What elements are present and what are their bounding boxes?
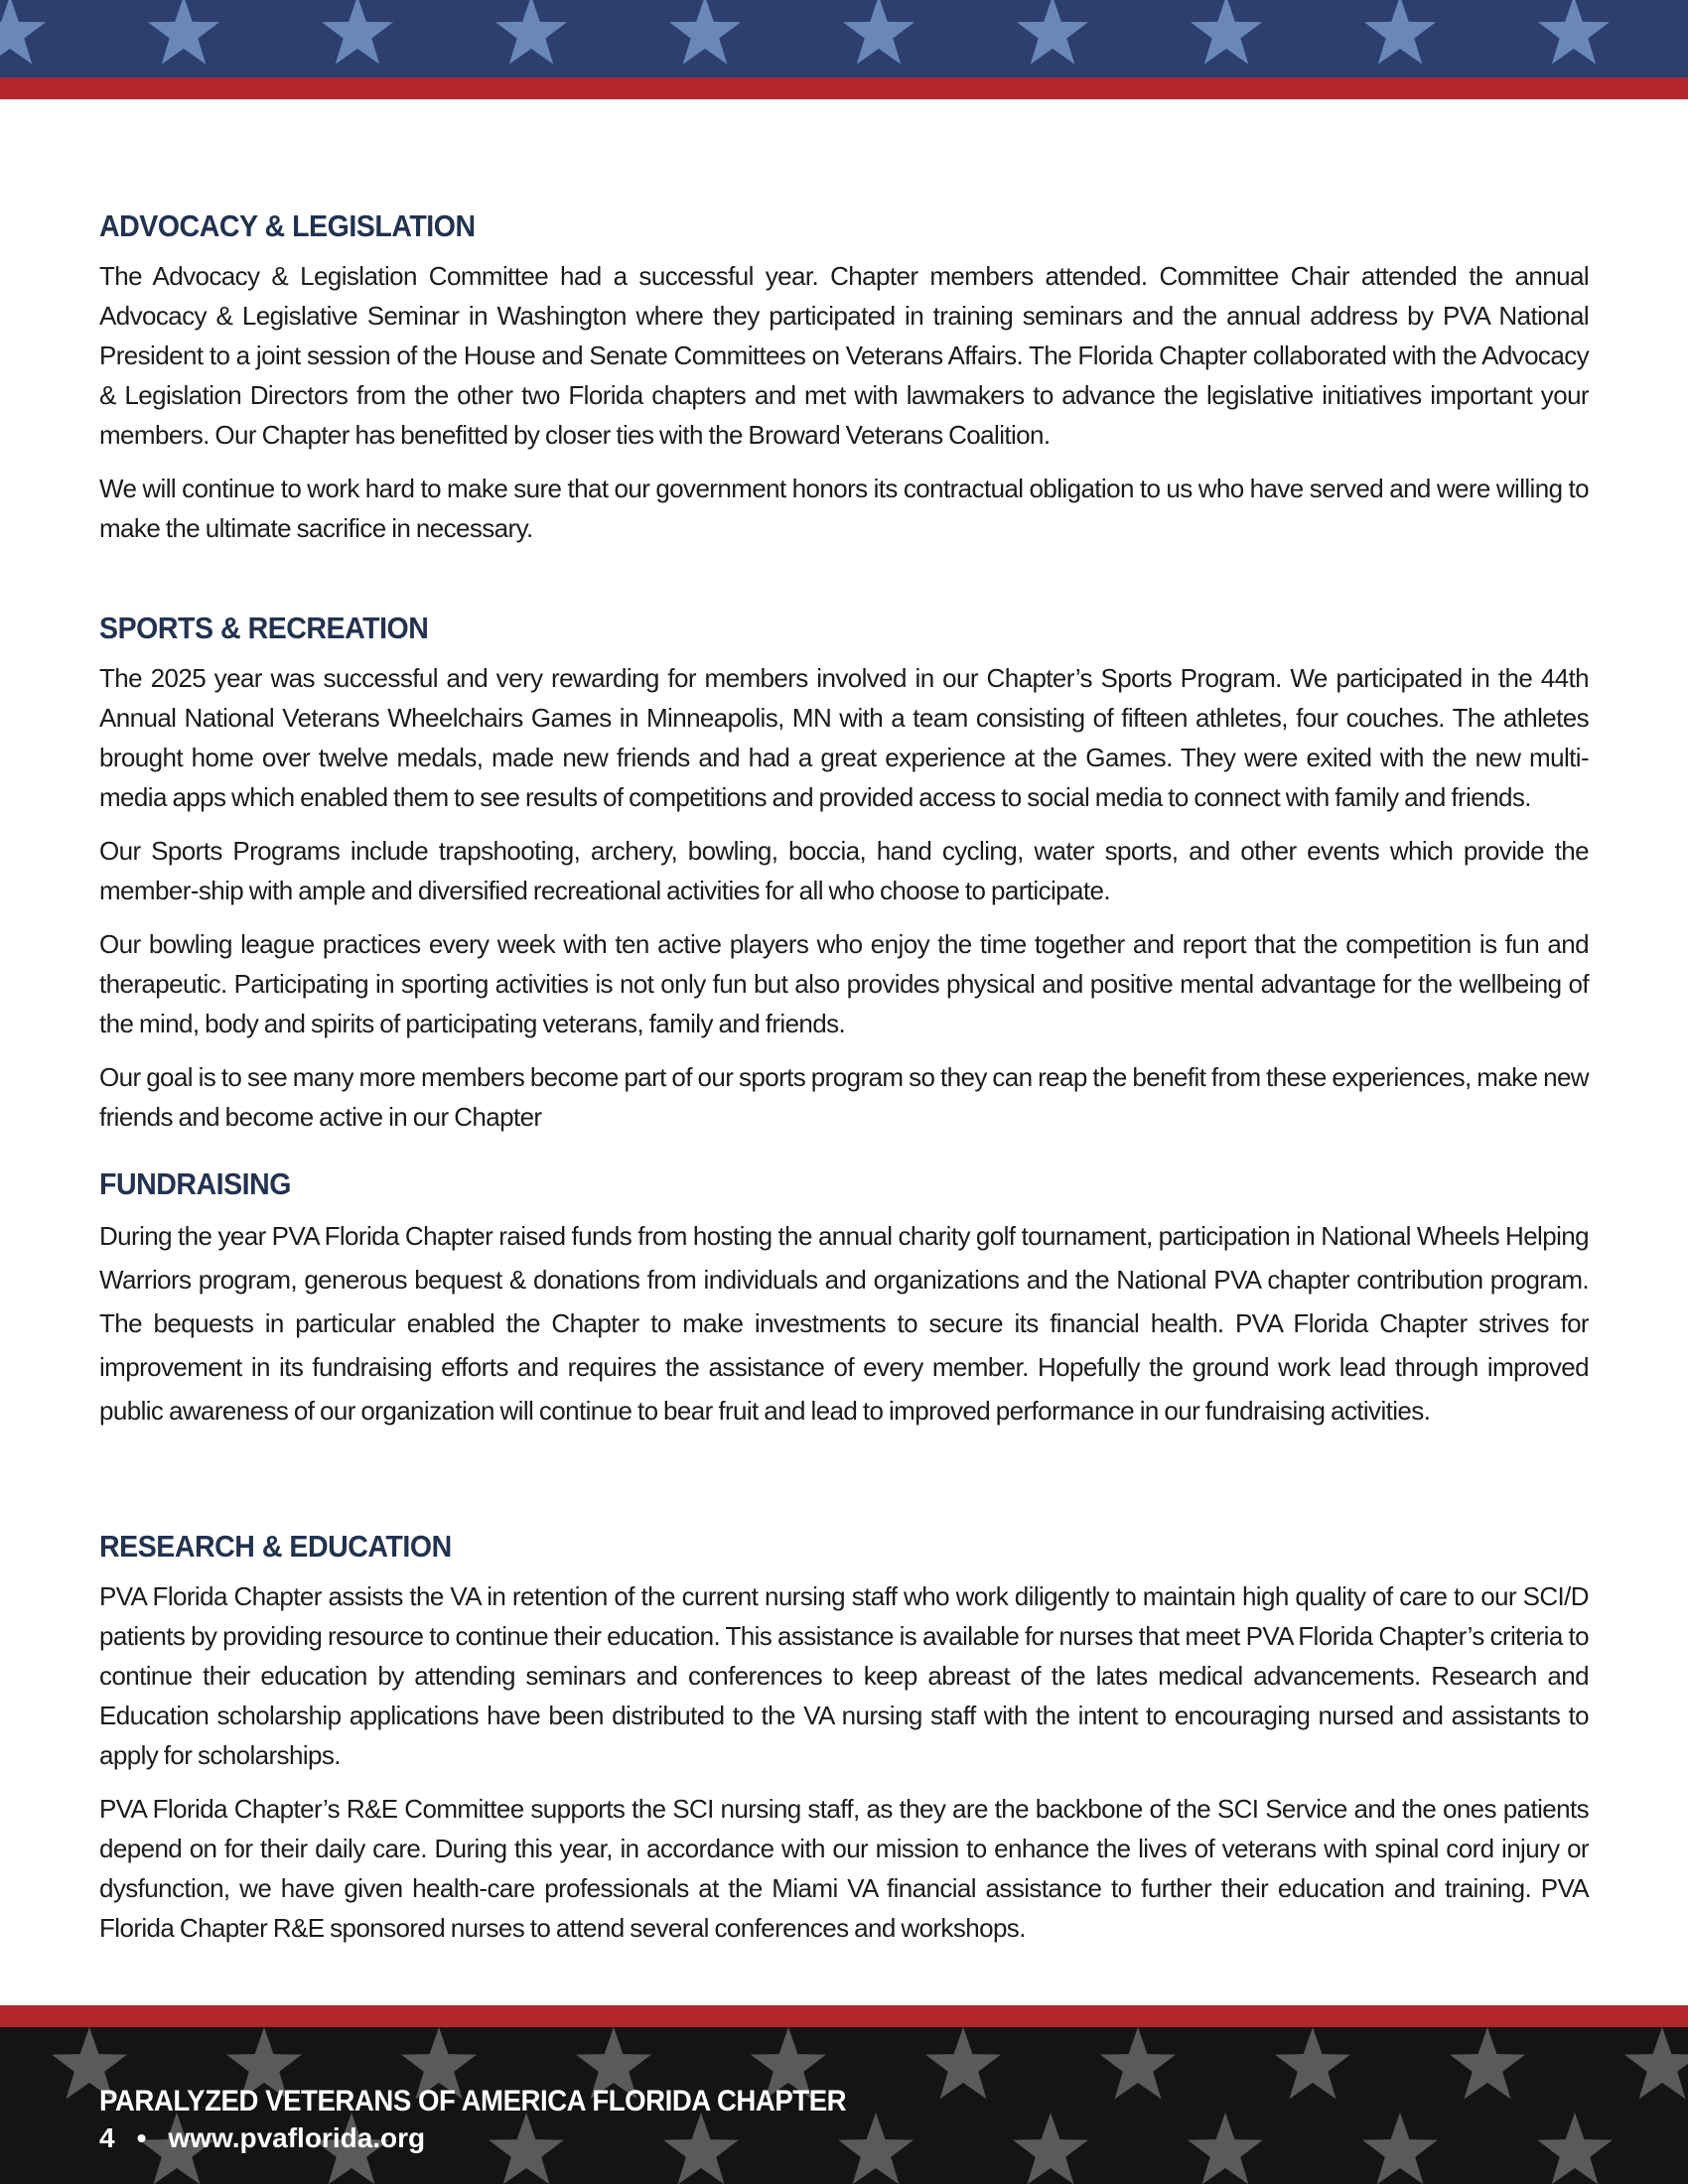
paragraph: During the year PVA Florida Chapter raised funds from hosting the annual charity golf tournament, participation in National Wheels Helping Warriors program, generous bequest & donations from individuals and organizations and the National PVA chapter contribution program. The bequests in particular enabled the Chapter to make investments to secure its financial health. PVA Florida Chapter strives for improvement in its fundraising efforts and requires the assistance of every member. Hopefully the ground work lead through improved public awareness of our organization will continue to bear fruit and lead to improved performance in our fundraising activities.: [99, 1221, 1589, 1426]
paragraph: PVA Florida Chapter assists the VA in retention of the current nursing staff who work diligently to maintain high quality of care to our SCI/D patients by providing resource to continue their education. This assistance is available for nurses that meet PVA Florida Chapter’s criteria to continue their education by attending seminars and conferences to keep abreast of the lates medical advancements. Research and Education scholarship applications have been distributed to the VA nursing staff with the intent to encouraging nursed and assistants to apply for scholarships.: [99, 1581, 1589, 1770]
website-link[interactable]: www.pvaflorida.org: [168, 2122, 426, 2153]
section-sports-recreation: [99, 611, 1589, 1166]
section-heading: ADVOCACY & LEGISLATION: [99, 208, 476, 243]
footer-page-line: [99, 2122, 912, 2154]
footer-organization-name: PARALYZED VETERANS OF AMERICA FLORIDA CHAPTER: [99, 2085, 847, 2117]
paragraph: The 2025 year was successful and very rewarding for members involved in our Chapter’s Sports Program. We participated in the 44th Annual National Veterans Wheelchairs Games in Minneapolis, MN with a team consisting of fifteen athletes, four couches. The athletes brought home over twelve medals, made new friends and had a great experience at the Games. They were exited with the new multi-media apps which enabled them to see results of competitions and provided access to social media to connect with family and friends.: [99, 663, 1589, 812]
paragraph: PVA Florida Chapter’s R&E Committee supports the SCI nursing staff, as they are the backbone of the SCI Service and the ones patients depend on for their daily care. During this year, in accordance with our mission to enhance the lives of veterans with spinal cord injury or dysfunction, we have given health-care professionals at the Miami VA financial assistance to further their education and training. PVA Florida Chapter R&E sponsored nurses to attend several conferences and workshops.: [99, 1794, 1589, 1943]
section-heading: RESEARCH & EDUCATION: [99, 1529, 452, 1564]
document-body: [99, 208, 1589, 1956]
section-fundraising: [99, 1166, 1589, 1529]
section-advocacy-legislation: [99, 208, 1589, 611]
section-research-education: [99, 1529, 1589, 1956]
paragraph: Our goal is to see many more members become part of our sports program so they can reap the benefit from these experiences, make new friends and become active in our Chapter: [99, 1062, 1589, 1132]
footer-text-block: [99, 2085, 912, 2154]
paragraph: We will continue to work hard to make sure that our government honors its contractual obligation to us who have served and were willing to make the ultimate sacrifice in necessary.: [99, 474, 1589, 543]
page-number: 4: [99, 2122, 115, 2153]
bullet-separator: •: [136, 2122, 147, 2153]
top-star-banner: [0, 0, 1688, 99]
section-heading: FUNDRAISING: [99, 1166, 291, 1201]
section-heading: SPORTS & RECREATION: [99, 611, 429, 645]
paragraph: Our bowling league practices every week with ten active players who enjoy the time together and report that the competition is fun and therapeutic. Participating in sporting activities is not only fun but also provides physical and positive mental advantage for the wellbeing of the mind, body and spirits of participating veterans, family and friends.: [99, 929, 1589, 1038]
page-footer: [0, 2005, 1688, 2184]
stars-stripes-header-graphic: [0, 0, 1688, 99]
paragraph: Our Sports Programs include trapshooting, archery, bowling, boccia, hand cycling, water sports, and other events which provide the member-ship with ample and diversified recreational activities for all who choose to participate.: [99, 836, 1589, 905]
paragraph: The Advocacy & Legislation Committee had a successful year. Chapter members attended. Committee Chair attended the annual Advocacy & Legislative Seminar in Washington where they participated in training seminars and the annual address by PVA National President to a joint session of the House and Senate Committees on Veterans Affairs. The Florida Chapter collaborated with the Advocacy & Legislation Directors from the other two Florida chapters and met with lawmakers to advance the legislative initiatives important your members. Our Chapter has benefitted by closer ties with the Broward Veterans Coalition.: [99, 261, 1589, 450]
